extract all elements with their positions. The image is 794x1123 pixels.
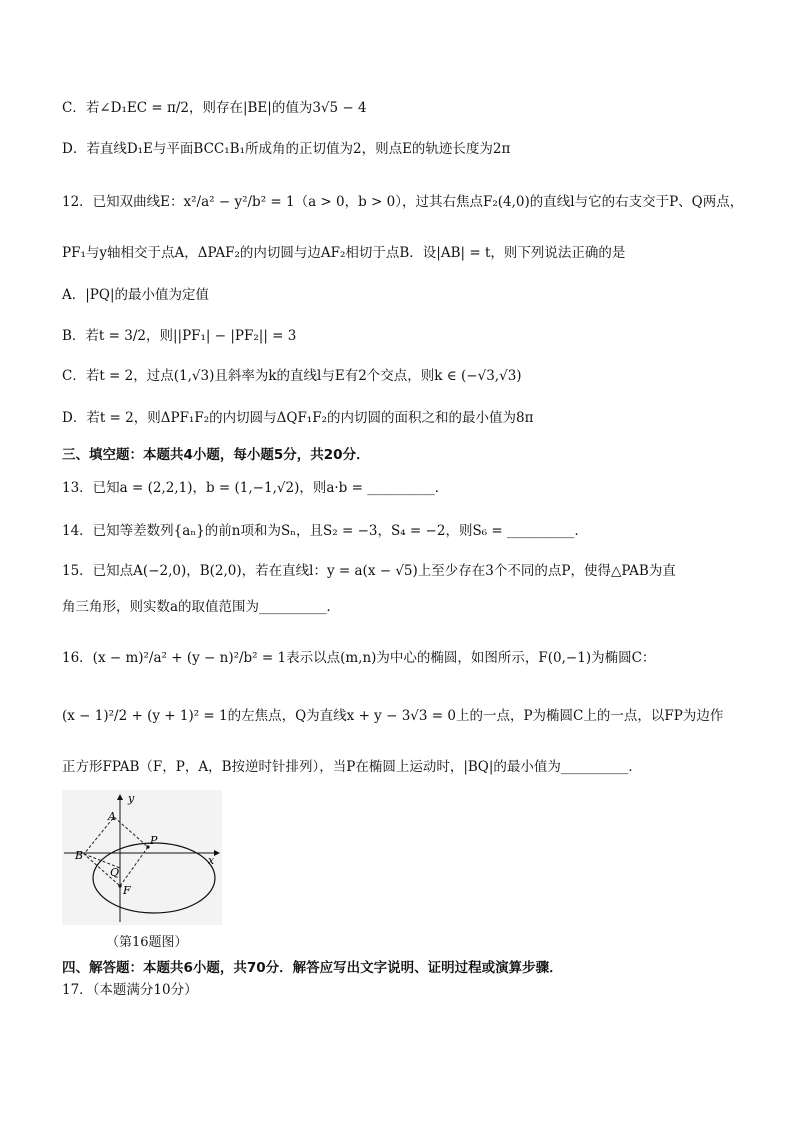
label-f: F: [123, 884, 131, 897]
question-16-line-2: (x − 1)²/2 + (y + 1)² = 1的左焦点，Q为直线x + y − 3√3 = 0上的一点，P为椭圆C上的一点，以FP为边作: [62, 708, 724, 724]
option-c-q11: C．若∠D₁EC = π/2，则存在|BE|的值为3√5 − 4: [62, 100, 367, 116]
option-b-q12: B．若t = 3/2，则||PF₁| − |PF₂|| = 3: [62, 328, 297, 344]
question-16-line-3: 正方形FPAB（F，P，A，B按逆时针排列），当P在椭圆上运动时，|BQ|的最小值为__________．: [62, 759, 642, 775]
figure-16-diagram: [62, 790, 222, 925]
question-16-line-1: 16．(x − m)²/a² + (y − n)²/b² = 1表示以点(m,n)为中心的椭圆，如图所示，F(0,−1)为椭圆C：: [62, 650, 656, 666]
question-13: 13．已知a = (2,2,1)，b = (1,−1,√2)，则a·b = __________．: [62, 480, 449, 496]
question-17: 17．（本题满分10分）: [62, 982, 198, 998]
question-12-line-2: PF₁与y轴相交于点A，ΔPAF₂的内切圆与边AF₂相切于点B．设|AB| = t，则下列说法正确的是: [62, 245, 626, 261]
question-15-line-1: 15．已知点A(−2,0)，B(2,0)，若在直线l：y = a(x − √5)上至少存在3个不同的点P，使得△PAB为直: [62, 563, 676, 579]
label-b: B: [75, 849, 84, 862]
label-q: Q: [110, 866, 120, 879]
section-4-heading: 四、解答题：本题共6小题，共70分．解答应写出文字说明、证明过程或演算步骤．: [62, 960, 563, 976]
label-y: y: [128, 792, 135, 805]
figure-16-caption: （第16题图）: [106, 935, 188, 950]
question-14: 14．已知等差数列{aₙ}的前n项和为Sₙ，且S₂ = −3，S₄ = −2，则S₆ = __________．: [62, 523, 588, 539]
option-a-q12: A．|PQ|的最小值为定值: [62, 287, 209, 303]
option-d-q11: D．若直线D₁E与平面BCC₁B₁所成角的正切值为2，则点E的轨迹长度为2π: [62, 141, 511, 157]
section-3-heading: 三、填空题：本题共4小题，每小题5分，共20分．: [62, 447, 370, 463]
label-a: A: [108, 810, 116, 823]
question-15-line-2: 角三角形，则实数a的取值范围为__________．: [62, 599, 341, 615]
label-x: x: [208, 854, 215, 867]
label-p: P: [150, 834, 158, 847]
option-c-q12: C．若t = 2，过点(1,√3)且斜率为k的直线l与E有2个交点，则k ∈ (−√3,√3): [62, 368, 522, 384]
question-12-line-1: 12．已知双曲线E：x²/a² − y²/b² = 1（a > 0，b > 0），过其右焦点F₂(4,0)的直线l与它的右支交于P、Q两点，: [62, 194, 744, 210]
option-d-q12: D．若t = 2，则ΔPF₁F₂的内切圆与ΔQF₁F₂的内切圆的面积之和的最小值为8π: [62, 410, 534, 426]
